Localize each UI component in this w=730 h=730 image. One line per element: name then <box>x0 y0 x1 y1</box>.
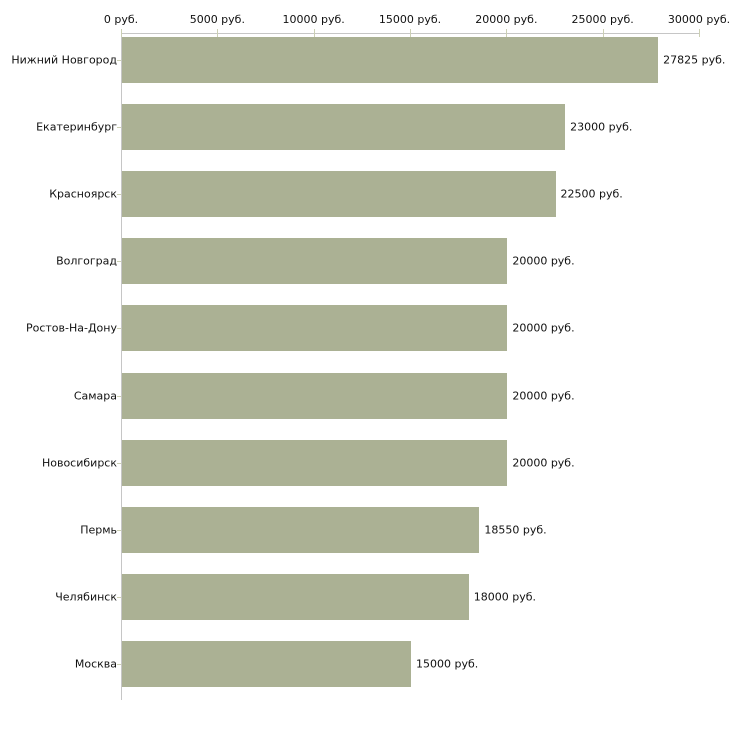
x-axis-tick <box>603 29 604 37</box>
bar-value-label: 20000 руб. <box>512 254 575 268</box>
category-tick <box>117 261 121 262</box>
bar-value-label: 20000 руб. <box>512 456 575 470</box>
x-axis-tick-label: 5000 руб. <box>189 13 245 26</box>
bar-value-label: 27825 руб. <box>663 53 726 67</box>
x-axis-tick <box>506 29 507 37</box>
bar <box>122 574 469 620</box>
category-tick <box>117 597 121 598</box>
x-axis-tick-label: 0 руб. <box>103 13 139 26</box>
x-axis-tick-label: 20000 руб. <box>475 13 538 26</box>
category-label: Екатеринбург <box>36 120 117 134</box>
category-tick <box>117 530 121 531</box>
category-tick <box>117 463 121 464</box>
x-axis-tick-label: 15000 руб. <box>378 13 442 26</box>
category-label: Нижний Новгород <box>11 53 117 67</box>
x-axis-tick-label: 25000 руб. <box>571 13 634 26</box>
bar <box>122 238 507 284</box>
bar-value-label: 23000 руб. <box>570 120 633 134</box>
category-label: Пермь <box>80 523 117 537</box>
category-tick <box>117 664 121 665</box>
category-label: Челябинск <box>55 590 117 604</box>
category-tick <box>117 328 121 329</box>
category-tick <box>117 194 121 195</box>
x-axis-tick <box>121 29 122 37</box>
category-label: Волгоград <box>56 254 117 268</box>
x-axis-tick-label: 30000 руб. <box>667 13 730 26</box>
bar-value-label: 20000 руб. <box>512 321 575 335</box>
x-axis-tick <box>217 29 218 37</box>
bar-value-label: 18000 руб. <box>473 590 537 604</box>
x-axis-tick <box>410 29 411 37</box>
bar <box>122 171 556 217</box>
category-tick <box>117 396 121 397</box>
category-label: Красноярск <box>49 187 117 201</box>
bar-value-label: 18550 руб. <box>484 523 547 537</box>
x-axis-tick <box>314 29 315 37</box>
bar <box>122 373 507 419</box>
category-label: Новосибирск <box>41 456 117 470</box>
category-tick <box>117 127 121 128</box>
bar-value-label: 22500 руб. <box>560 187 623 201</box>
bar <box>122 507 479 553</box>
category-label: Ростов-На-Дону <box>25 321 117 335</box>
bar <box>122 440 507 486</box>
bar <box>122 305 507 351</box>
category-tick <box>117 60 121 61</box>
bar-value-label: 15000 руб. <box>416 657 479 671</box>
x-axis-tick-label: 10000 руб. <box>282 13 345 26</box>
bar <box>122 641 411 687</box>
x-axis-tick <box>699 29 700 37</box>
category-label: Самара <box>73 389 117 402</box>
category-label: Москва <box>74 657 117 671</box>
bar <box>122 37 658 83</box>
bar <box>122 104 565 150</box>
bar-value-label: 20000 руб. <box>512 389 575 402</box>
